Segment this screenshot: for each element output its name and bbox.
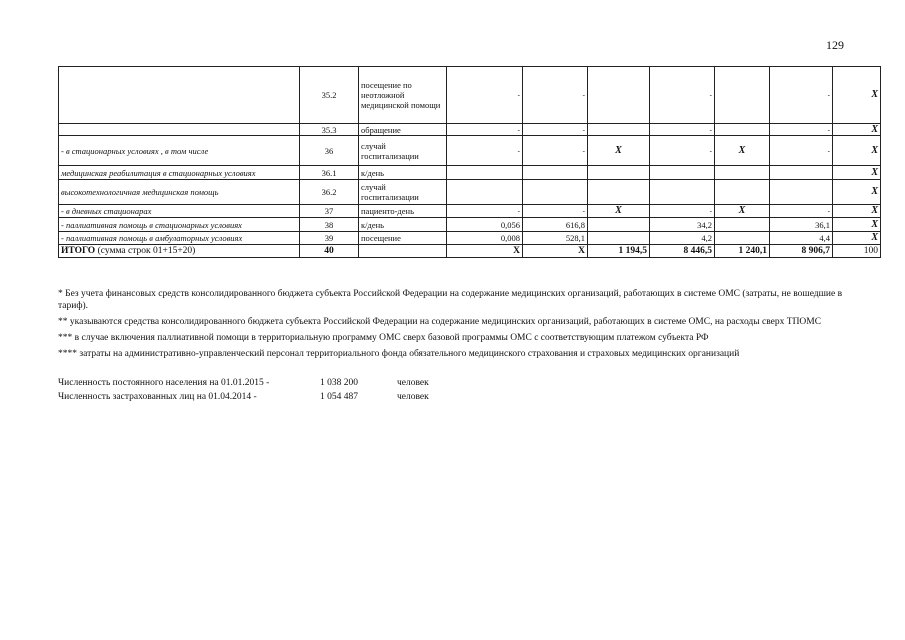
- row-cell: -: [523, 124, 588, 136]
- row-cell: [588, 218, 650, 232]
- row-cell: [650, 180, 715, 205]
- total-row: [59, 245, 881, 258]
- total-label-formula: (сумма строк 01+15+20): [97, 246, 196, 256]
- row-cell: [715, 232, 770, 245]
- row-unit: посещение по неотложной медицинской помощи: [359, 67, 447, 124]
- row-number: 35.3: [300, 124, 359, 136]
- table-row: [59, 67, 881, 124]
- row-cell: -: [447, 67, 523, 124]
- row-cell: [447, 180, 523, 205]
- footnote-2: ** указываются средства консолидированного бюджета субъекта Российской Федерации на содержание медицинских организаций, работающих в системе ОМС, на расходы сверх ТПОМС: [58, 317, 822, 327]
- row-cell: 0,008: [447, 232, 523, 245]
- row-cell: -: [650, 67, 715, 124]
- footnote-1: * Без учета финансовых средств консолидированного бюджета субъекта Российской Федерации на содержание медицинских организаций, работающих в системе ОМС (затраты, не вошедшие в тариф).: [58, 289, 843, 311]
- row-cell: -: [447, 136, 523, 166]
- row-cell: -: [650, 136, 715, 166]
- row-cell: X: [715, 205, 770, 218]
- row-cell: -: [770, 136, 833, 166]
- row-cell: 528,1: [523, 232, 588, 245]
- row-name: медицинская реабилитация в стационарных условиях: [59, 166, 300, 180]
- footnotes: [58, 288, 858, 364]
- row-unit: к/день: [359, 166, 447, 180]
- row-name: высокотехнологичная медицинская помощь: [59, 180, 300, 205]
- row-cell: 34,2: [650, 218, 715, 232]
- row-cell: -: [523, 67, 588, 124]
- row-cell: -: [770, 205, 833, 218]
- financing-table: [58, 66, 881, 258]
- table-row: [59, 124, 881, 136]
- row-name: - паллиативная помощь в амбулаторных условиях: [59, 232, 300, 245]
- row-number: 38: [300, 218, 359, 232]
- row-cell: X: [715, 136, 770, 166]
- row-last: X: [833, 67, 881, 124]
- total-label-bold: ИТОГО: [61, 246, 96, 256]
- row-name: - в дневных стационарах: [59, 205, 300, 218]
- population-label: Численность постоянного населения на 01.01.2015 -: [58, 378, 270, 388]
- row-last: X: [833, 218, 881, 232]
- table-row: [59, 180, 881, 205]
- insured-label: Численность застрахованных лиц на 01.04.2014 -: [58, 392, 257, 402]
- row-number: 36: [300, 136, 359, 166]
- row-unit: случай госпитализации: [359, 180, 447, 205]
- row-cell: [715, 180, 770, 205]
- population-unit: человек: [397, 378, 429, 388]
- row-cell: [715, 218, 770, 232]
- row-cell: [715, 67, 770, 124]
- row-number: 36.1: [300, 166, 359, 180]
- row-cell: -: [770, 124, 833, 136]
- table-row: [59, 205, 881, 218]
- row-last: X: [833, 180, 881, 205]
- row-cell: [715, 166, 770, 180]
- row-cell: -: [523, 136, 588, 166]
- row-cell: [588, 67, 650, 124]
- row-unit: пациенто-день: [359, 205, 447, 218]
- row-cell: -: [650, 124, 715, 136]
- total-unit: [359, 245, 447, 258]
- page-number: 129: [826, 38, 844, 52]
- row-last: X: [833, 205, 881, 218]
- row-name: [59, 67, 300, 124]
- row-name: - паллиативная помощь в стационарных условиях: [59, 218, 300, 232]
- total-last: 100: [833, 245, 881, 258]
- table-row: [59, 166, 881, 180]
- row-cell: -: [447, 124, 523, 136]
- row-cell: [770, 166, 833, 180]
- footnote-4: **** затраты на административно-управленческий персонал территориального фонда обязательного медицинского страхования и страховых медицинских организаций: [58, 349, 740, 359]
- row-cell: X: [588, 136, 650, 166]
- insured-unit: человек: [397, 392, 429, 402]
- row-cell: 4,2: [650, 232, 715, 245]
- total-cell: 1 194,5: [588, 245, 650, 258]
- table-row: [59, 136, 881, 166]
- row-cell: [523, 180, 588, 205]
- row-unit: случай госпитализации: [359, 136, 447, 166]
- total-number: 40: [300, 245, 359, 258]
- row-unit: посещение: [359, 232, 447, 245]
- row-name: - в стационарных условиях , в том числе: [59, 136, 300, 166]
- row-number: 35.2: [300, 67, 359, 124]
- footnote-3: *** в случае включения паллиативной помощи в территориальную программу ОМС сверх базовой программы ОМС с соответствующим платежом субъекта РФ: [58, 333, 709, 343]
- row-cell: [588, 180, 650, 205]
- row-cell: 0,056: [447, 218, 523, 232]
- row-last: X: [833, 136, 881, 166]
- row-cell: [770, 180, 833, 205]
- row-cell: [588, 232, 650, 245]
- row-last: X: [833, 166, 881, 180]
- row-last: X: [833, 124, 881, 136]
- total-cell: 1 240,1: [715, 245, 770, 258]
- total-cell: 8 446,5: [650, 245, 715, 258]
- row-cell: 616,8: [523, 218, 588, 232]
- total-cell: X: [447, 245, 523, 258]
- row-cell: [523, 166, 588, 180]
- row-number: 37: [300, 205, 359, 218]
- row-unit: обращение: [359, 124, 447, 136]
- row-cell: [650, 166, 715, 180]
- row-last: X: [833, 232, 881, 245]
- row-number: 39: [300, 232, 359, 245]
- row-number: 36.2: [300, 180, 359, 205]
- row-cell: [447, 166, 523, 180]
- row-cell: -: [447, 205, 523, 218]
- table-body: [59, 67, 881, 258]
- table-row: [59, 218, 881, 232]
- row-cell: [588, 124, 650, 136]
- row-cell: [715, 124, 770, 136]
- row-cell: 4,4: [770, 232, 833, 245]
- total-cell: 8 906,7: [770, 245, 833, 258]
- row-unit: к/день: [359, 218, 447, 232]
- row-cell: 36,1: [770, 218, 833, 232]
- row-cell: X: [588, 205, 650, 218]
- total-cell: X: [523, 245, 588, 258]
- population-value: 1 038 200: [320, 378, 358, 388]
- table-row: [59, 232, 881, 245]
- insured-value: 1 054 487: [320, 392, 358, 402]
- row-cell: -: [770, 67, 833, 124]
- row-cell: -: [650, 205, 715, 218]
- row-cell: [588, 166, 650, 180]
- row-cell: -: [523, 205, 588, 218]
- total-label: [59, 245, 300, 258]
- row-name: [59, 124, 300, 136]
